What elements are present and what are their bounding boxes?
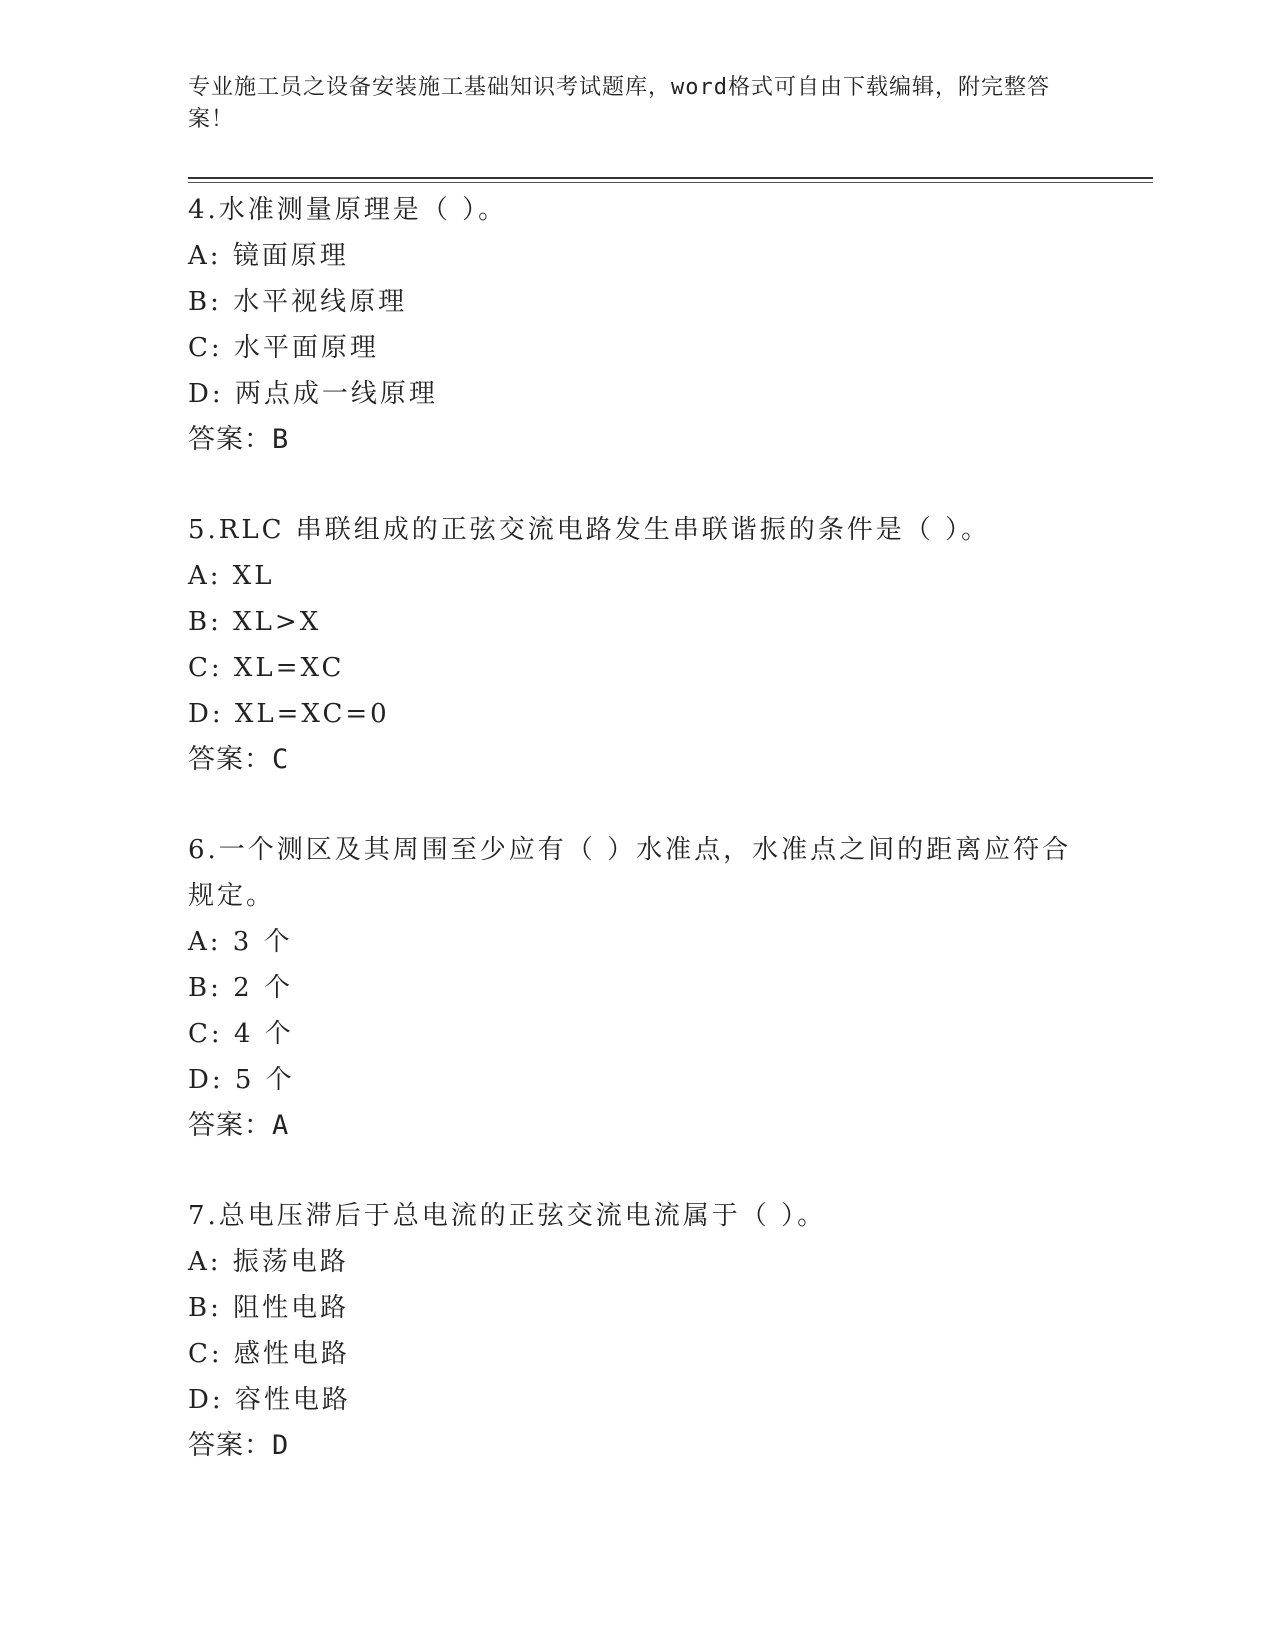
option-d: D: 两点成一线原理	[188, 379, 438, 409]
answer-line: 答案：D	[188, 1430, 290, 1461]
header-divider-thick	[188, 177, 1153, 179]
answer-line: 答案：A	[188, 1110, 290, 1141]
header-divider-thin	[188, 182, 1153, 183]
answer-line: 答案：C	[188, 744, 290, 775]
option-d: D: 容性电路	[188, 1385, 351, 1415]
page-header: 专业施工员之设备安装施工基础知识考试题库，word格式可自由下载编辑，附完整答案！	[188, 75, 1050, 132]
question-5	[188, 507, 1088, 783]
option-b: B: 水平视线原理	[188, 287, 408, 317]
option-c: C: 4 个	[188, 1019, 294, 1049]
option-c: C: 水平面原理	[188, 333, 379, 363]
question-stem: 4.水准测量原理是（ ）。	[188, 195, 508, 225]
option-b: B: 阻性电路	[188, 1293, 350, 1323]
question-stem: 6.一个测区及其周围至少应有（ ）水准点，水准点之间的距离应符合规定。	[188, 835, 1072, 911]
option-c: C: XL=XC	[188, 653, 345, 683]
option-a: A: 3 个	[188, 927, 293, 957]
option-d: D: 5 个	[188, 1065, 295, 1095]
answer-line: 答案：B	[188, 424, 290, 455]
question-stem: 7.总电压滞后于总电流的正弦交流电流属于（ ）。	[188, 1201, 827, 1231]
question-list	[188, 187, 1088, 1513]
option-b: B: XL>X	[188, 607, 322, 637]
question-4	[188, 187, 1088, 463]
option-b: B: 2 个	[188, 973, 293, 1003]
option-c: C: 感性电路	[188, 1339, 350, 1369]
option-a: A: 振荡电路	[188, 1247, 349, 1277]
option-a: A: XL	[188, 561, 275, 591]
question-stem: 5.RLC 串联组成的正弦交流电路发生串联谐振的条件是（ ）。	[188, 515, 991, 545]
question-7	[188, 1193, 1088, 1469]
question-6	[188, 827, 1088, 1149]
option-a: A: 镜面原理	[188, 241, 349, 271]
option-d: D: XL=XC=0	[188, 699, 390, 729]
